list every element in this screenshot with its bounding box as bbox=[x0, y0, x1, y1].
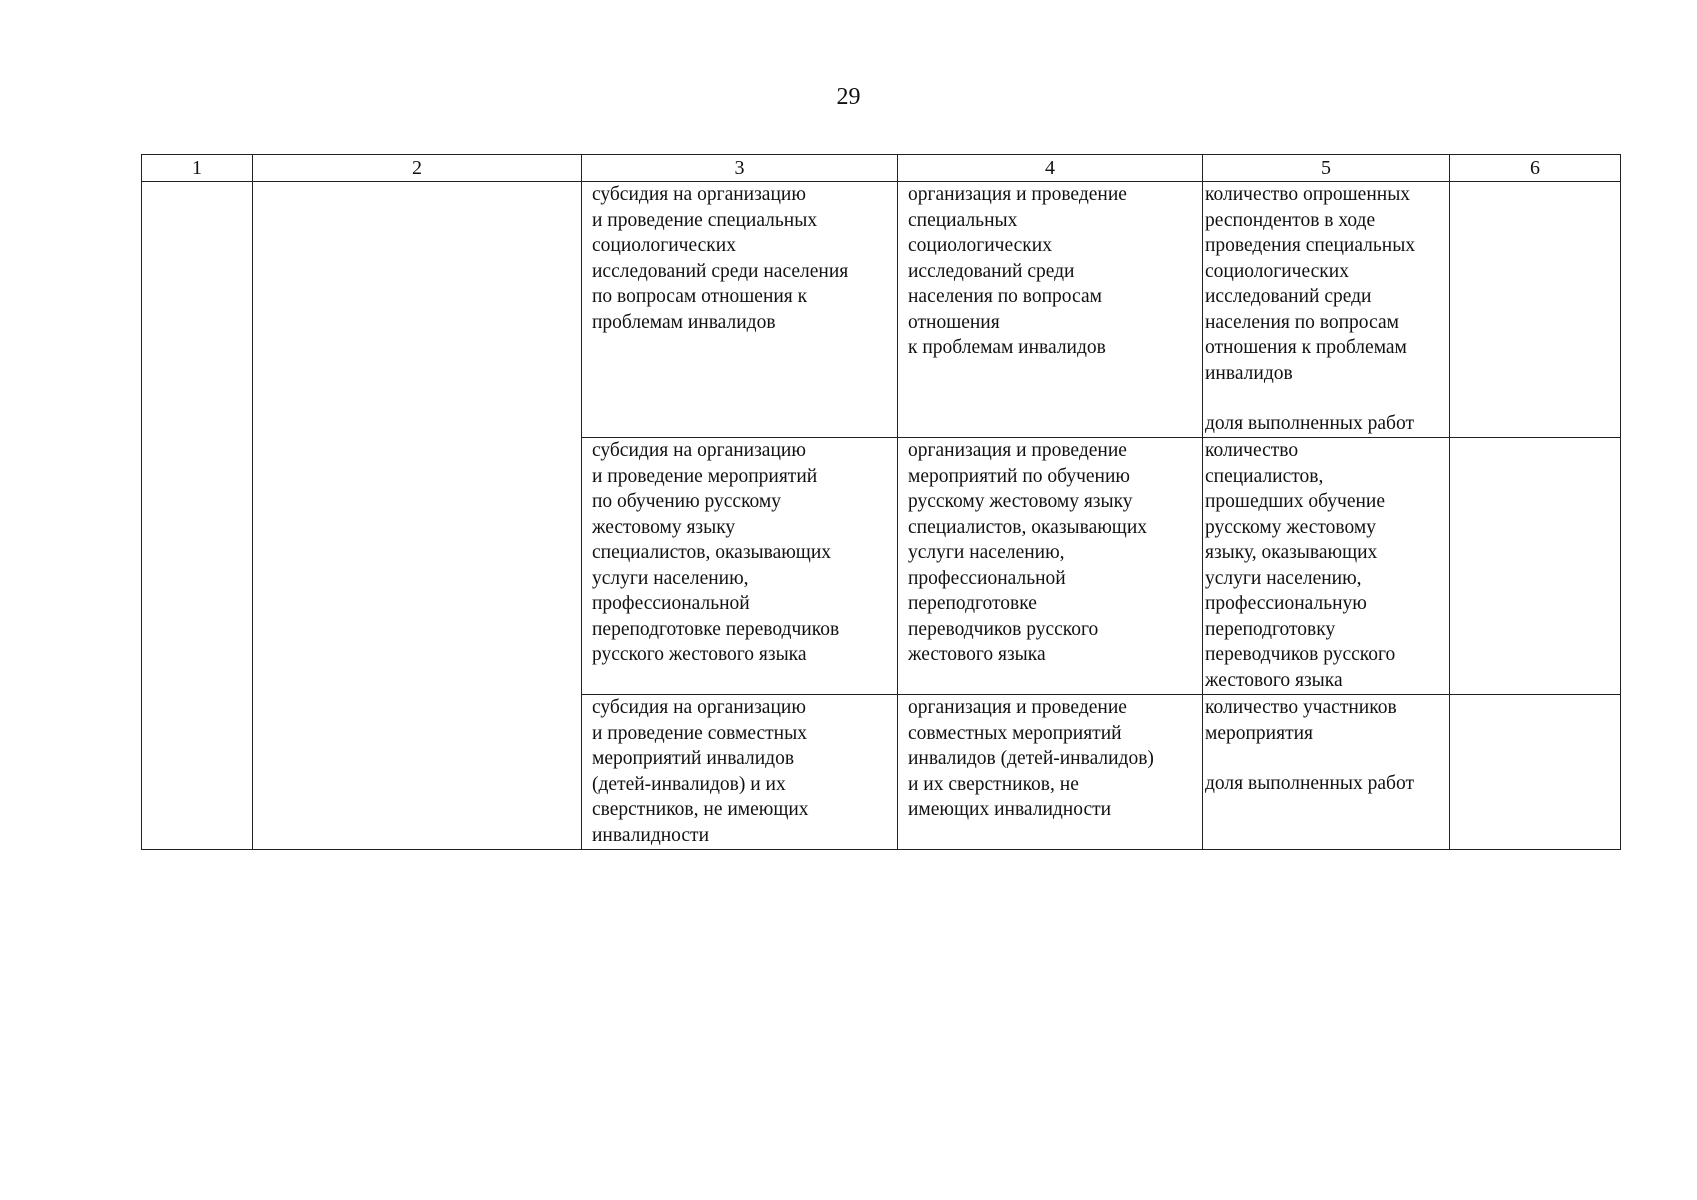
cell-subsidy bbox=[582, 695, 898, 850]
column-header-6: 6 bbox=[1450, 155, 1621, 182]
indicators-table bbox=[141, 154, 1621, 850]
cell-indicator bbox=[1203, 695, 1450, 850]
column-header-2: 2 bbox=[253, 155, 582, 182]
page-number: 29 bbox=[836, 84, 861, 110]
cell-col1-empty bbox=[142, 182, 253, 850]
cell-col6 bbox=[1450, 182, 1621, 438]
indicator-text: количество опрошенных респондентов в ходе проведения специальных социологических исследований среди населения по вопросам отношения к проблемам инвалидов bbox=[1205, 184, 1416, 384]
table-row bbox=[142, 182, 1621, 438]
subsidy-text: субсидия на организацию и проведение совместных мероприятий инвалидов (детей-инвалидов) и их сверстников, не имеющих инвалидности bbox=[592, 697, 809, 846]
indicator-secondary-text: доля выполненных работ bbox=[1205, 773, 1414, 794]
cell-indicator bbox=[1203, 438, 1450, 695]
column-header-5: 5 bbox=[1203, 155, 1450, 182]
cell-subsidy bbox=[582, 438, 898, 695]
cell-activity bbox=[898, 182, 1203, 438]
cell-activity bbox=[898, 438, 1203, 695]
cell-col2-empty bbox=[253, 182, 582, 850]
indicator-secondary-text: доля выполненных работ bbox=[1205, 413, 1414, 434]
cell-activity bbox=[898, 695, 1203, 850]
cell-col6 bbox=[1450, 695, 1621, 850]
cell-subsidy bbox=[582, 182, 898, 438]
activity-text: организация и проведение мероприятий по обучению русскому жестовому языку специалистов, оказывающих услуги населению, профессиональной переподготовке переводчиков русского жестового языка bbox=[908, 440, 1147, 665]
indicator-text: количество участников мероприятия bbox=[1205, 697, 1397, 744]
activity-text: организация и проведение специальных социологических исследований среди населения по вопросам отношения к проблемам инвалидов bbox=[908, 184, 1127, 358]
subsidy-text: субсидия на организацию и проведение мероприятий по обучению русскому жестовому языку специалистов, оказывающих услуги населению, профессиональной переподготовке переводчиков русского жестового языка bbox=[592, 440, 840, 665]
column-header-4: 4 bbox=[898, 155, 1203, 182]
activity-text: организация и проведение совместных мероприятий инвалидов (детей-инвалидов) и их сверстников, не имеющих инвалидности bbox=[908, 697, 1154, 820]
column-header-3: 3 bbox=[582, 155, 898, 182]
indicator-text: количество специалистов, прошедших обучение русскому жестовому языку, оказывающих услуги населению, профессиональную переподготовку переводчиков русского жестового языка bbox=[1205, 440, 1396, 691]
header-row bbox=[142, 155, 1621, 182]
cell-col6 bbox=[1450, 438, 1621, 695]
cell-indicator bbox=[1203, 182, 1450, 438]
subsidy-text: субсидия на организацию и проведение специальных социологических исследований среди населения по вопросам отношения к проблемам инвалидов bbox=[592, 184, 849, 333]
column-header-1: 1 bbox=[142, 155, 253, 182]
